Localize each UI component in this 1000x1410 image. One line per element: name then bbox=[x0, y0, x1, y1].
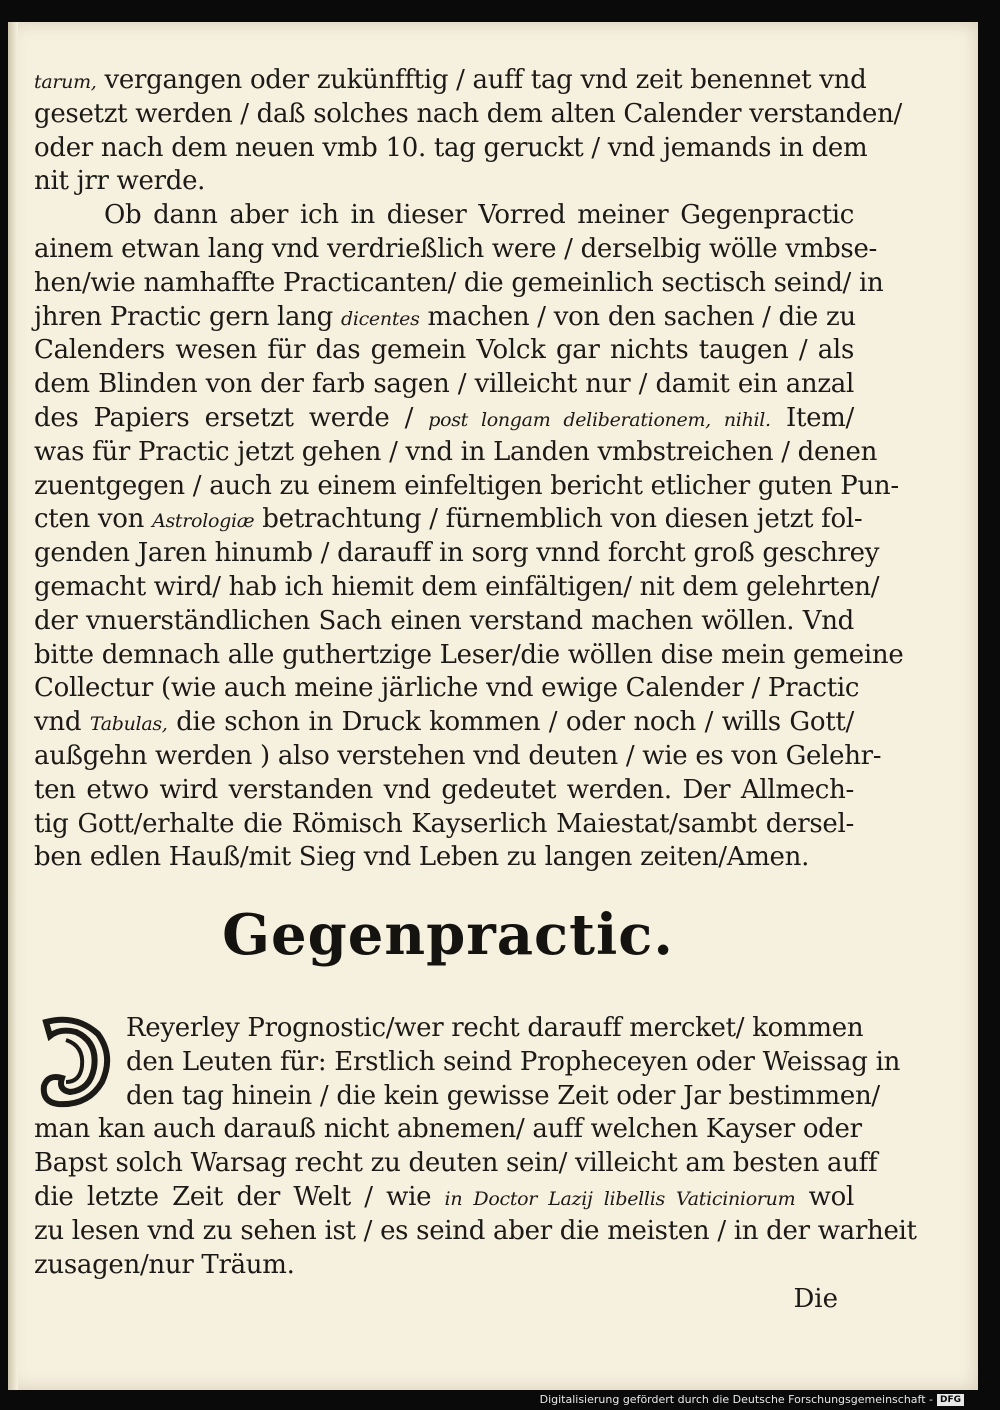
digitization-credit bbox=[540, 1393, 964, 1406]
text-run: wol bbox=[795, 1181, 854, 1212]
text-line bbox=[34, 740, 882, 774]
text-line bbox=[34, 64, 867, 98]
text-line bbox=[34, 368, 854, 402]
text-line bbox=[34, 639, 904, 673]
text-line bbox=[34, 233, 878, 267]
dfg-logo: DFG bbox=[937, 1394, 964, 1406]
text-run: des Papiers ersetzt werde / bbox=[34, 402, 429, 433]
text-line bbox=[34, 98, 903, 132]
text-line bbox=[34, 165, 854, 199]
body-text-bottom bbox=[34, 1012, 917, 1282]
latin-phrase: Astrologiæ bbox=[152, 510, 255, 533]
text-run: Collectur (wie auch meine järliche vnd ewige Calender / Practic bbox=[34, 673, 860, 704]
section-heading: Gegenpractic. bbox=[222, 902, 674, 968]
text-run: jhren Practic gern lang bbox=[34, 301, 341, 332]
text-line bbox=[34, 402, 854, 436]
text-run: was für Practic jetzt gehen / vnd in Landen vmbstreichen / denen bbox=[34, 436, 878, 467]
text-line bbox=[34, 470, 899, 504]
text-run: außgehn werden ) also verstehen vnd deuten / wie es von Gelehr- bbox=[34, 740, 882, 771]
text-run: ben edlen Hauß/mit Sieg vnd Leben zu langen zeiten/Amen. bbox=[34, 842, 810, 873]
text-run: betrachtung / fürnemblich von diesen jetzt fol- bbox=[254, 504, 863, 535]
text-line bbox=[34, 1080, 880, 1114]
text-line bbox=[34, 503, 863, 537]
text-line bbox=[34, 436, 878, 470]
text-run: den Leuten für: Erstlich seind Propheceyen oder Weissag in bbox=[126, 1046, 901, 1077]
text-run: gemacht wird/ hab ich hiemit dem einfältigen/ nit dem gelehrten/ bbox=[34, 571, 880, 602]
text-line bbox=[34, 1113, 862, 1147]
text-line bbox=[34, 841, 854, 875]
text-run: ainem etwan lang vnd verdrießlich were / derselbig wölle vmbse- bbox=[34, 233, 878, 264]
text-line bbox=[34, 706, 854, 740]
text-line bbox=[34, 1215, 917, 1249]
text-run: der vnuerständlichen Sach einen verstand machen wöllen. Vnd bbox=[34, 605, 854, 636]
text-run: Item/ bbox=[770, 402, 854, 433]
text-run: oder nach dem neuen vmb 10. tag geruckt / vnd jemands in dem bbox=[34, 132, 868, 163]
text-run: man kan auch darauß nicht abnemen/ auff welchen Kayser oder bbox=[34, 1114, 862, 1145]
text-line bbox=[34, 334, 854, 368]
text-run: ten etwo wird verstanden vnd gedeutet werden. Der Allmech- bbox=[34, 774, 854, 805]
text-line bbox=[34, 571, 880, 605]
text-line bbox=[34, 1181, 854, 1215]
body-text-top bbox=[34, 64, 904, 875]
latin-phrase: Tabulas, bbox=[89, 713, 168, 736]
text-run: genden Jaren hinumb / darauff in sorg vnnd forcht groß geschrey bbox=[34, 538, 880, 569]
text-run: Bapst solch Warsag recht zu deuten sein/ villeicht am besten auff bbox=[34, 1148, 878, 1179]
text-run: Reyerley Prognostic/wer recht darauff mercket/ kommen bbox=[126, 1013, 864, 1043]
text-run: zu lesen vnd zu sehen ist / es seind aber die meisten / in der warheit bbox=[34, 1215, 917, 1246]
text-line bbox=[34, 267, 884, 301]
text-line bbox=[34, 808, 854, 842]
text-run: nit jrr werde. bbox=[34, 166, 206, 197]
text-run: hen/wie namhaffte Practicanten/ die gemeinlich sectisch seind/ in bbox=[34, 267, 884, 298]
text-line bbox=[34, 672, 860, 706]
text-line bbox=[34, 301, 854, 335]
dropcap-d-ornament bbox=[36, 1012, 112, 1112]
text-line bbox=[34, 537, 880, 571]
text-run: machen / von den sachen / die zu bbox=[419, 301, 856, 332]
text-run: bitte demnach alle guthertzige Leser/die wöllen dise mein gemeine bbox=[34, 639, 904, 670]
text-run: die letzte Zeit der Welt / wie bbox=[34, 1181, 445, 1212]
text-line bbox=[34, 1012, 864, 1046]
text-run: tig Gott/erhalte die Römisch Kayserlich Maiestat/sambt dersel- bbox=[34, 808, 854, 839]
text-line bbox=[34, 1249, 854, 1283]
page-gutter-shadow bbox=[8, 22, 18, 1390]
text-line bbox=[34, 1046, 901, 1080]
text-run: zuentgegen / auch zu einem einfeltigen bericht etlicher guten Pun- bbox=[34, 470, 899, 501]
book-page bbox=[8, 22, 978, 1390]
latin-phrase: post longam deliberationem, nihil. bbox=[428, 408, 771, 431]
text-run: Ob dann aber ich in dieser Vorred meiner Gegenpractic bbox=[104, 200, 854, 231]
text-run: vergangen oder zukünfftig / auff tag vnd zeit benennet vnd bbox=[96, 65, 867, 95]
text-run: cten von bbox=[34, 504, 153, 535]
text-run: zusagen/nur Träum. bbox=[34, 1249, 295, 1280]
text-line bbox=[34, 1147, 878, 1181]
text-run: die schon in Druck kommen / oder noch / wills Gott/ bbox=[167, 707, 854, 738]
text-line bbox=[34, 132, 868, 166]
text-run: dem Blinden von der farb sagen / villeicht nur / damit ein anzal bbox=[34, 369, 854, 400]
credit-text: Digitalisierung gefördert durch die Deutsche Forschungsgemeinschaft - bbox=[539, 1393, 933, 1406]
text-run: vnd bbox=[34, 707, 90, 738]
text-run: Calenders wesen für das gemein Volck gar nichts taugen / als bbox=[34, 335, 854, 366]
text-line bbox=[34, 605, 854, 639]
latin-phrase: in Doctor Lazij libellis Vaticiniorum bbox=[444, 1187, 796, 1210]
catchword: Die bbox=[793, 1284, 838, 1314]
text-line bbox=[34, 199, 854, 233]
text-run: gesetzt werden / daß solches nach dem alten Calender verstanden/ bbox=[34, 98, 903, 129]
text-line bbox=[34, 774, 854, 808]
latin-phrase: dicentes bbox=[340, 307, 420, 330]
latin-phrase: tarum, bbox=[34, 71, 97, 93]
text-run: den tag hinein / die kein gewisse Zeit oder Jar bestimmen/ bbox=[126, 1080, 880, 1111]
